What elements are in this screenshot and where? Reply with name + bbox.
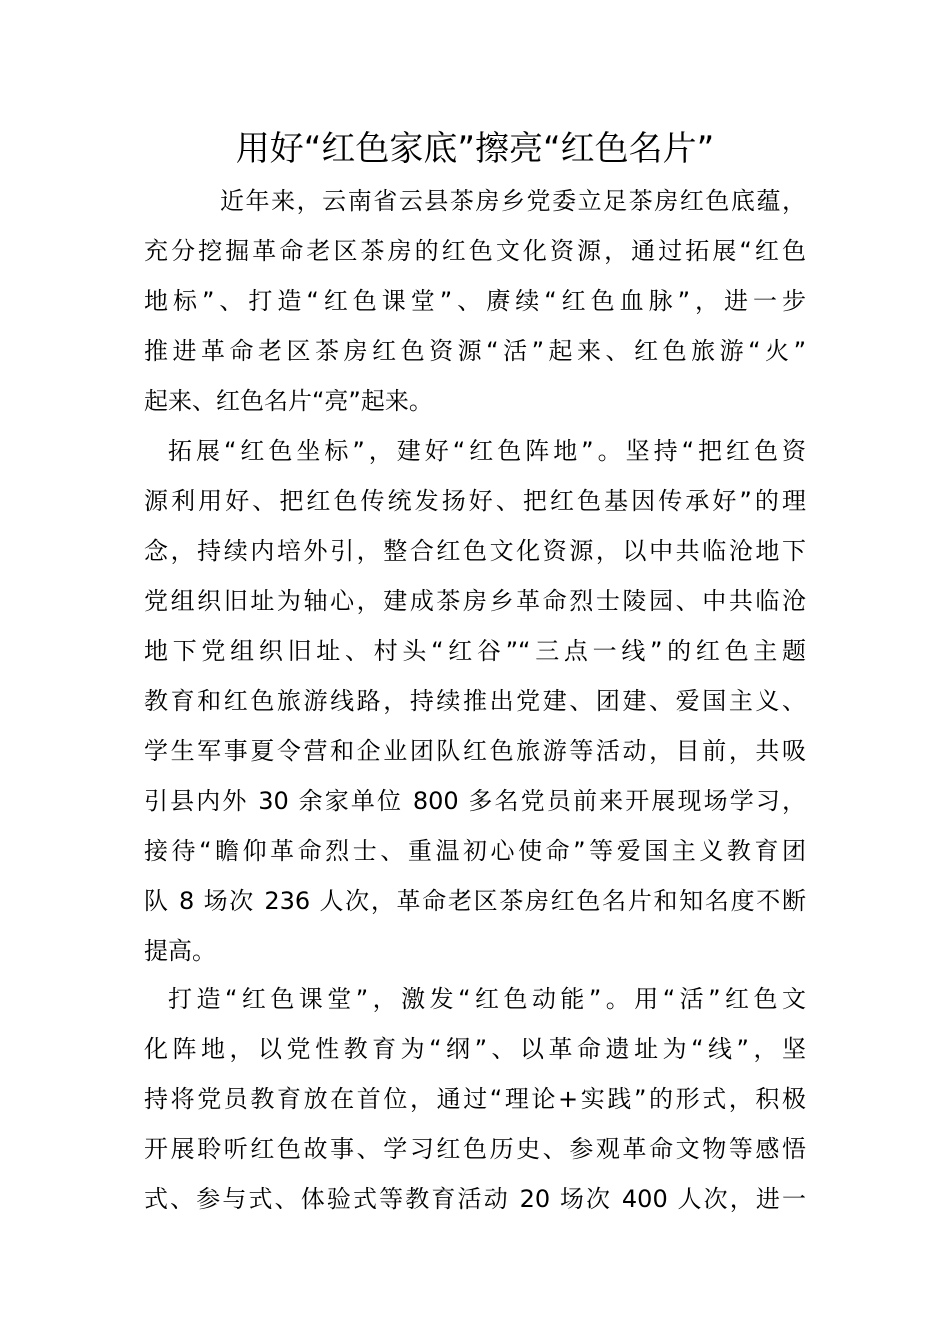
paragraph-line: 式、参与式、体验式等教育活动 20 场次 400 人次，进一: [144, 1185, 806, 1213]
paragraph-line: 推进革命老区茶房红色资源“活”起来、红色旅游“火”: [144, 337, 806, 365]
paragraph-line: 充分挖掘革命老区茶房的红色文化资源，通过拓展“红色: [144, 237, 806, 265]
paragraph-red-classroom: [144, 974, 806, 1224]
paragraph-line: 地下党组织旧址、村头“红谷”“三点一线”的红色主题: [144, 637, 806, 665]
paragraph-line: 拓展“红色坐标”，建好“红色阵地”。坚持“把红色资: [168, 437, 806, 465]
paragraph-line: 引县内外 30 余家单位 800 多名党员前来开展现场学习，: [144, 787, 806, 815]
paragraph-line: 地标”、打造“红色课堂”、赓续“红色血脉”，进一步: [144, 287, 806, 315]
paragraph-line: 起来、红色名片“亮”起来。: [144, 387, 433, 415]
paragraph-line: 打造“红色课堂”，激发“红色动能”。用“活”红色文: [168, 985, 806, 1013]
paragraph-line: 源利用好、把红色传统发扬好、把红色基因传承好”的理: [144, 487, 806, 515]
document-title: 用好“红色家底”擦亮“红色名片”: [235, 129, 715, 169]
paragraph-line: 接待“瞻仰革命烈士、重温初心使命”等爱国主义教育团: [144, 837, 806, 865]
paragraph-intro: [144, 176, 806, 426]
paragraph-red-landmark: [144, 426, 806, 976]
paragraph-line: 持将党员教育放在首位，通过“理论+实践”的形式，积极: [144, 1085, 806, 1113]
paragraph-line: 党组织旧址为轴心，建成茶房乡革命烈士陵园、中共临沧: [144, 587, 806, 615]
paragraph-line: 队 8 场次 236 人次，革命老区茶房红色名片和知名度不断: [144, 887, 806, 915]
paragraph-line: 近年来，云南省云县茶房乡党委立足茶房红色底蕴，: [220, 187, 806, 215]
paragraph-line: 化阵地，以党性教育为“纲”、以革命遗址为“线”，坚: [144, 1035, 806, 1063]
paragraph-line: 学生军事夏令营和企业团队红色旅游等活动，目前，共吸: [144, 737, 806, 765]
paragraph-line: 教育和红色旅游线路，持续推出党建、团建、爱国主义、: [144, 687, 806, 715]
paragraph-line: 提高。: [144, 937, 216, 965]
paragraph-line: 念，持续内培外引，整合红色文化资源，以中共临沧地下: [144, 537, 806, 565]
paragraph-line: 开展聆听红色故事、学习红色历史、参观革命文物等感悟: [144, 1135, 806, 1163]
